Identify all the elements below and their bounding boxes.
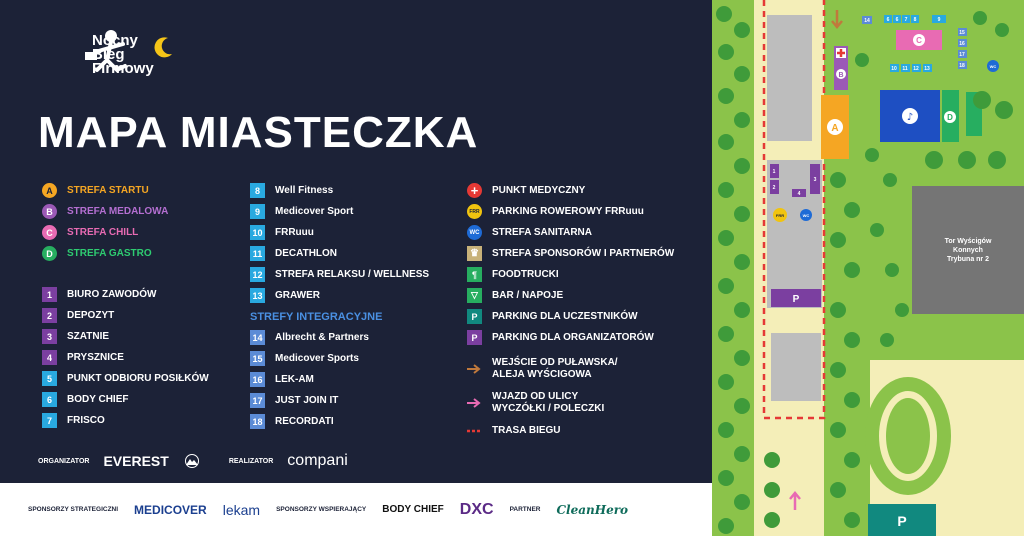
item-5-label: PUNKT ODBIORU POSIŁKÓW xyxy=(67,373,209,384)
bar-label: BAR / NAPOJE xyxy=(492,290,564,301)
item-11-badge: 11 xyxy=(250,246,265,261)
svg-text:10: 10 xyxy=(891,66,897,72)
compani-logo: compani xyxy=(287,452,348,469)
legend-item-18 xyxy=(250,411,429,432)
svg-text:7: 7 xyxy=(904,17,908,23)
item-4-label: PRYSZNICE xyxy=(67,352,124,363)
parking-participants-label: PARKING DLA UCZESTNIKÓW xyxy=(492,311,638,322)
foodtrucks-label: FOODTRUCKI xyxy=(492,269,559,280)
venue-map xyxy=(712,0,1024,536)
brand-name xyxy=(92,34,154,76)
legend-item-16 xyxy=(250,369,429,390)
cleanhero-logo: CleanHero xyxy=(556,502,629,517)
item-14-badge: 14 xyxy=(250,330,265,345)
legend-zone-b xyxy=(42,201,209,222)
item-16-badge: 16 xyxy=(250,372,265,387)
map-canvas xyxy=(712,0,1024,536)
organizer-label: ORGANIZATOR xyxy=(38,457,90,465)
legend-bar xyxy=(467,285,674,306)
legend-item-14 xyxy=(250,327,429,348)
sanitary-label: STREFA SANITARNA xyxy=(492,227,592,238)
item-8-label: Well Fitness xyxy=(275,185,334,196)
vehicle-entrance-label-2: WYCZÓŁKI / POLECZKI xyxy=(492,403,605,414)
brand-line-3: Firmowy xyxy=(92,60,154,77)
everest-logo: EVEREST xyxy=(103,453,169,469)
zone-d-label: STREFA GASTRO xyxy=(67,248,152,259)
zone-d-map-label: D xyxy=(947,113,953,122)
svg-text:16: 16 xyxy=(959,41,965,47)
item-18-badge: 18 xyxy=(250,414,265,429)
route-label: TRASA BIEGU xyxy=(492,425,561,436)
item-12-badge: 12 xyxy=(250,267,265,282)
legend-item-15 xyxy=(250,348,429,369)
page-title: MAPA MIASTECZKA xyxy=(38,108,479,157)
svg-text:WC: WC xyxy=(802,213,810,218)
legend-item-1 xyxy=(42,284,209,305)
item-18-label: RECORDATI xyxy=(275,416,334,427)
svg-text:18: 18 xyxy=(959,63,965,69)
legend-bike-parking xyxy=(467,201,674,222)
svg-text:2: 2 xyxy=(772,185,776,191)
organizer-row xyxy=(38,452,348,470)
item-15-badge: 15 xyxy=(250,351,265,366)
item-5-badge: 5 xyxy=(42,371,57,386)
item-1-badge: 1 xyxy=(42,287,57,302)
legend-vehicle-entrance xyxy=(467,386,674,420)
legend-item-10 xyxy=(250,222,429,243)
zone-b-map-label: B xyxy=(838,72,844,79)
legend-sanitary xyxy=(467,222,674,243)
legend-item-2 xyxy=(42,305,209,326)
parking-icon: P xyxy=(467,330,482,345)
svg-text:6: 6 xyxy=(886,17,890,23)
svg-text:15: 15 xyxy=(959,30,965,36)
cup-icon: ▽ xyxy=(467,288,482,303)
dxc-logo: DXC xyxy=(459,500,494,518)
legend-item-7 xyxy=(42,410,209,431)
item-7-label: FRISCO xyxy=(67,415,105,426)
track-label-line-1: Tor Wyścigów xyxy=(944,238,992,245)
item-9-label: Medicover Sport xyxy=(275,206,354,217)
svg-text:11: 11 xyxy=(902,66,908,72)
zone-d-badge: D xyxy=(42,246,57,261)
legend-zone-d xyxy=(42,243,209,264)
entrance-label-1: WEJŚCIE OD PUŁAWSKA/ xyxy=(492,357,618,368)
svg-text:12: 12 xyxy=(913,66,919,72)
crown-icon: ♛ xyxy=(467,246,482,261)
svg-text:3: 3 xyxy=(813,177,817,183)
legend-route xyxy=(467,420,674,441)
partner-label: PARTNER xyxy=(509,506,541,513)
zone-c-map-label: C xyxy=(916,36,922,45)
zone-c-badge: C xyxy=(42,225,57,240)
legend-item-17 xyxy=(250,390,429,411)
brand-line-1: Nocny xyxy=(92,32,138,49)
svg-text:13: 13 xyxy=(924,66,930,72)
track-label-line-3: Trybuna nr 2 xyxy=(946,256,990,263)
svg-text:4: 4 xyxy=(797,191,801,197)
legend-parking-participants xyxy=(467,306,674,327)
legend-medical xyxy=(467,180,674,201)
frr-icon: FRR xyxy=(467,204,482,219)
legend-item-8 xyxy=(250,180,429,201)
item-17-badge: 17 xyxy=(250,393,265,408)
supporting-sponsors-label: SPONSORZY WSPIERAJĄCY xyxy=(276,506,367,513)
item-17-label: JUST JOIN IT xyxy=(275,395,339,406)
arrow-right-icon xyxy=(467,364,482,374)
strategic-sponsors-label: SPONSORZY STRATEGICZNI xyxy=(28,506,119,513)
item-10-label: FRRuuu xyxy=(275,227,314,238)
item-13-label: GRAWER xyxy=(275,290,320,301)
zone-b-badge: B xyxy=(42,204,57,219)
item-10-badge: 10 xyxy=(250,225,265,240)
bodychief-logo: BODY CHIEF xyxy=(382,504,444,515)
plus-icon: + xyxy=(467,183,482,198)
svg-text:9: 9 xyxy=(937,17,941,23)
item-9-badge: 9 xyxy=(250,204,265,219)
legend-item-4 xyxy=(42,347,209,368)
svg-text:FRR: FRR xyxy=(775,213,785,218)
zone-a-label: STREFA STARTU xyxy=(67,185,149,196)
legend-zone-c xyxy=(42,222,209,243)
item-15-label: Medicover Sports xyxy=(275,353,359,364)
item-1-label: BIURO ZAWODÓW xyxy=(67,289,157,300)
svg-text:1: 1 xyxy=(772,169,776,175)
svg-text:14: 14 xyxy=(864,18,870,24)
item-6-label: BODY CHIEF xyxy=(67,394,129,405)
integration-heading: STREFY INTEGRACYJNE xyxy=(250,310,383,323)
legend-item-11 xyxy=(250,243,429,264)
mountain-icon xyxy=(183,454,201,468)
parking-icon: P xyxy=(467,309,482,324)
bike-parking-label: PARKING ROWEROWY FRRuuu xyxy=(492,206,644,217)
legend-item-9 xyxy=(250,201,429,222)
legend-entrance xyxy=(467,352,674,386)
svg-text:P: P xyxy=(792,294,800,305)
moon-icon xyxy=(154,36,174,58)
legend-item-5 xyxy=(42,368,209,389)
wc-icon: WC xyxy=(467,225,482,240)
lekam-logo: lekam xyxy=(222,501,261,518)
item-3-label: SZATNIE xyxy=(67,331,110,342)
medicover-logo: MEDICOVER xyxy=(134,502,207,517)
legend-foodtrucks xyxy=(467,264,674,285)
music-icon: ♪ xyxy=(906,112,914,123)
fork-knife-icon: ¶ xyxy=(467,267,482,282)
item-11-label: DECATHLON xyxy=(275,248,338,259)
sponsors-label: STREFA SPONSORÓW I PARTNERÓW xyxy=(492,248,675,259)
item-3-badge: 3 xyxy=(42,329,57,344)
svg-text:8: 8 xyxy=(913,17,917,23)
legend-item-3 xyxy=(42,326,209,347)
item-14-label: Albrecht & Partners xyxy=(275,332,369,343)
legend-parking-organizers xyxy=(467,327,674,348)
legend-column-3 xyxy=(467,180,674,441)
vehicle-entrance-label-1: WJAZD OD ULICY xyxy=(492,391,579,402)
legend-column-2 xyxy=(250,180,429,432)
item-4-badge: 4 xyxy=(42,350,57,365)
parking-organizers-label: PARKING DLA ORGANIZATORÓW xyxy=(492,332,654,343)
item-2-label: DEPOZYT xyxy=(67,310,115,321)
item-8-badge: 8 xyxy=(250,183,265,198)
medical-label: PUNKT MEDYCZNY xyxy=(492,185,586,196)
track-label-line-2: Konnych xyxy=(953,247,983,254)
item-16-label: LEK-AM xyxy=(275,374,314,385)
svg-text:6: 6 xyxy=(895,17,899,23)
zone-a-map-label: A xyxy=(831,123,839,134)
item-7-badge: 7 xyxy=(42,413,57,428)
sponsor-bar xyxy=(0,483,712,536)
entrance-label-2: ALEJA WYŚCIGOWA xyxy=(492,369,592,380)
legend-item-6 xyxy=(42,389,209,410)
item-13-badge: 13 xyxy=(250,288,265,303)
realizer-label: REALIZATOR xyxy=(228,457,274,465)
svg-text:WC: WC xyxy=(989,64,997,69)
arrow-right-icon xyxy=(467,398,482,408)
legend-sponsors xyxy=(467,243,674,264)
legend-item-12 xyxy=(250,264,429,285)
item-2-badge: 2 xyxy=(42,308,57,323)
legend-zone-a xyxy=(42,180,209,201)
dashed-line-icon xyxy=(467,429,482,433)
item-6-badge: 6 xyxy=(42,392,57,407)
zone-c-label: STREFA CHILL xyxy=(67,227,139,238)
svg-text:P: P xyxy=(897,513,907,529)
brand-line-2: Bieg xyxy=(92,46,125,63)
svg-text:17: 17 xyxy=(959,52,965,58)
legend-column-1 xyxy=(42,180,209,431)
item-12-label: STREFA RELAKSU / WELLNESS xyxy=(275,269,430,280)
legend-item-13 xyxy=(250,285,429,306)
zone-b-label: STREFA MEDALOWA xyxy=(67,206,169,217)
zone-a-badge: A xyxy=(42,183,57,198)
